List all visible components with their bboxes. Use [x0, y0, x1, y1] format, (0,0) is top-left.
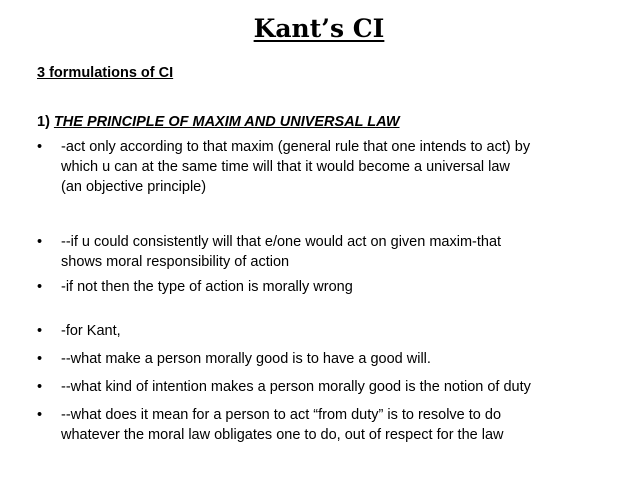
bullet-text: [61, 137, 627, 197]
bullet-item: [37, 232, 627, 272]
bullet-text: [61, 321, 627, 341]
section-heading: [37, 114, 400, 130]
bullet-item: [37, 349, 627, 369]
bullet-text: [61, 349, 627, 369]
bullet-line: --what does it mean for a person to act “from duty” is to resolve to do: [61, 407, 502, 423]
bullet-icon: •: [37, 139, 43, 155]
bullet-line: -for Kant,: [61, 323, 121, 339]
bullet-item: [37, 277, 627, 297]
bullet-icon: •: [37, 407, 43, 423]
bullet-icon: •: [37, 379, 43, 395]
slide-title: Kant’s CI: [253, 14, 385, 43]
bullet-line: --what kind of intention makes a person morally good is the notion of duty: [61, 379, 531, 395]
bullet-icon: •: [37, 234, 43, 250]
bullet-icon: •: [37, 351, 43, 367]
bullet-line: -act only according to that maxim (general rule that one intends to act) by: [61, 139, 531, 155]
bullet-item: [37, 137, 627, 197]
bullet-line: -if not then the type of action is morally wrong: [61, 279, 353, 295]
bullet-icon: •: [37, 279, 43, 295]
bullet-text: [61, 277, 627, 297]
section-heading-text: THE PRINCIPLE OF MAXIM AND UNIVERSAL LAW: [53, 114, 400, 130]
bullet-line: --if u could consistently will that e/one would act on given maxim-that: [61, 234, 502, 250]
bullet-line: --what make a person morally good is to have a good will.: [61, 351, 431, 367]
bullet-line: whatever the moral law obligates one to do, out of respect for the law: [61, 427, 504, 443]
section-heading-number: 1): [37, 114, 54, 130]
bullet-text: [61, 377, 627, 397]
bullet-item: [37, 321, 627, 341]
bullet-line: (an objective principle): [61, 179, 207, 195]
bullet-item: [37, 405, 627, 445]
bullet-line: which u can at the same time will that it would become a universal law: [61, 159, 510, 175]
bullet-item: [37, 377, 627, 397]
bullet-icon: •: [37, 323, 43, 339]
bullet-text: [61, 232, 627, 272]
bullet-text: [61, 405, 627, 445]
bullet-line: shows moral responsibility of action: [61, 254, 290, 270]
slide-subtitle: 3 formulations of CI: [37, 65, 174, 81]
